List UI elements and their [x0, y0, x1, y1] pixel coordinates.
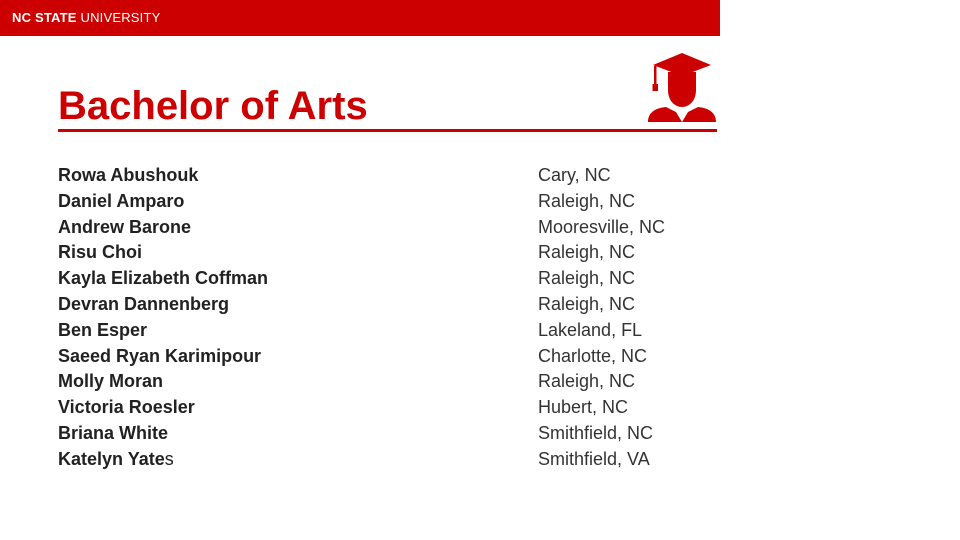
graduate-row: [58, 344, 758, 370]
graduate-name-tail: s: [164, 448, 174, 469]
graduate-hometown: Hubert, NC: [538, 397, 629, 418]
graduate-row: [58, 163, 758, 189]
graduate-hometown: Raleigh, NC: [538, 371, 636, 392]
graduate-name: [58, 266, 268, 292]
graduate-name: [58, 215, 191, 241]
graduate-name-text: Devran Dannenberg: [58, 293, 230, 314]
graduate-hometown: Cary, NC: [538, 165, 611, 185]
graduate-row: [58, 266, 758, 292]
graduate-name: [58, 447, 174, 473]
graduate-row: [58, 292, 758, 318]
graduate-hometown: Raleigh, NC: [538, 242, 636, 263]
graduate-name-text: Victoria Roesler: [58, 397, 195, 418]
graduate-row: [58, 421, 758, 447]
graduate-list: [58, 163, 758, 473]
title-underline: [58, 129, 717, 132]
graduate-hometown: Mooresville, NC: [538, 216, 666, 237]
graduate-name-text: Saeed Ryan Karimipour: [58, 345, 262, 366]
graduate-name-text: Risu Choi: [58, 242, 142, 263]
graduate-row: [58, 318, 758, 344]
graduate-row: [58, 215, 758, 241]
graduate-name: [58, 189, 184, 215]
graduate-name: [58, 240, 142, 266]
graduate-name: [58, 163, 198, 189]
graduate-name: [58, 369, 163, 395]
graduate-hometown: Raleigh, NC: [538, 293, 636, 314]
graduate-row: [58, 395, 758, 421]
graduate-name-text: Kayla Elizabeth Coffman: [58, 268, 269, 289]
slide-title: Bachelor of Arts: [58, 84, 368, 128]
graduate-icon: [646, 52, 718, 124]
graduate-name: [58, 292, 229, 318]
graduate-name-text: Daniel Amparo: [58, 190, 185, 211]
graduate-name-text: Rowa Abushouk: [58, 165, 199, 185]
graduate-name: [58, 344, 261, 370]
graduate-name-text: Ben Esper: [58, 319, 148, 340]
graduate-name: [58, 421, 168, 447]
graduate-row: [58, 189, 758, 215]
university-wordmark: [12, 10, 161, 25]
graduate-row: [58, 447, 758, 473]
graduate-row: [58, 369, 758, 395]
graduate-hometown: Lakeland, FL: [538, 319, 643, 340]
graduate-hometown: Smithfield, VA: [538, 448, 650, 469]
brand-light: UNIVERSITY: [76, 10, 161, 25]
header-bar: [0, 0, 720, 36]
graduate-row: [58, 240, 758, 266]
graduate-name-text: Molly Moran: [58, 371, 164, 392]
brand-bold: NC STATE: [12, 10, 77, 25]
graduate-hometown: Smithfield, NC: [538, 422, 654, 443]
graduate-hometown: Raleigh, NC: [538, 268, 636, 289]
graduate-name-text: Andrew Barone: [58, 216, 192, 237]
graduate-name-text: Briana White: [58, 422, 169, 443]
graduate-name: [58, 318, 147, 344]
graduate-name: [58, 395, 195, 421]
graduate-hometown: Charlotte, NC: [538, 345, 648, 366]
graduate-hometown: Raleigh, NC: [538, 190, 636, 211]
graduate-name-text: Katelyn Yate: [58, 448, 165, 469]
